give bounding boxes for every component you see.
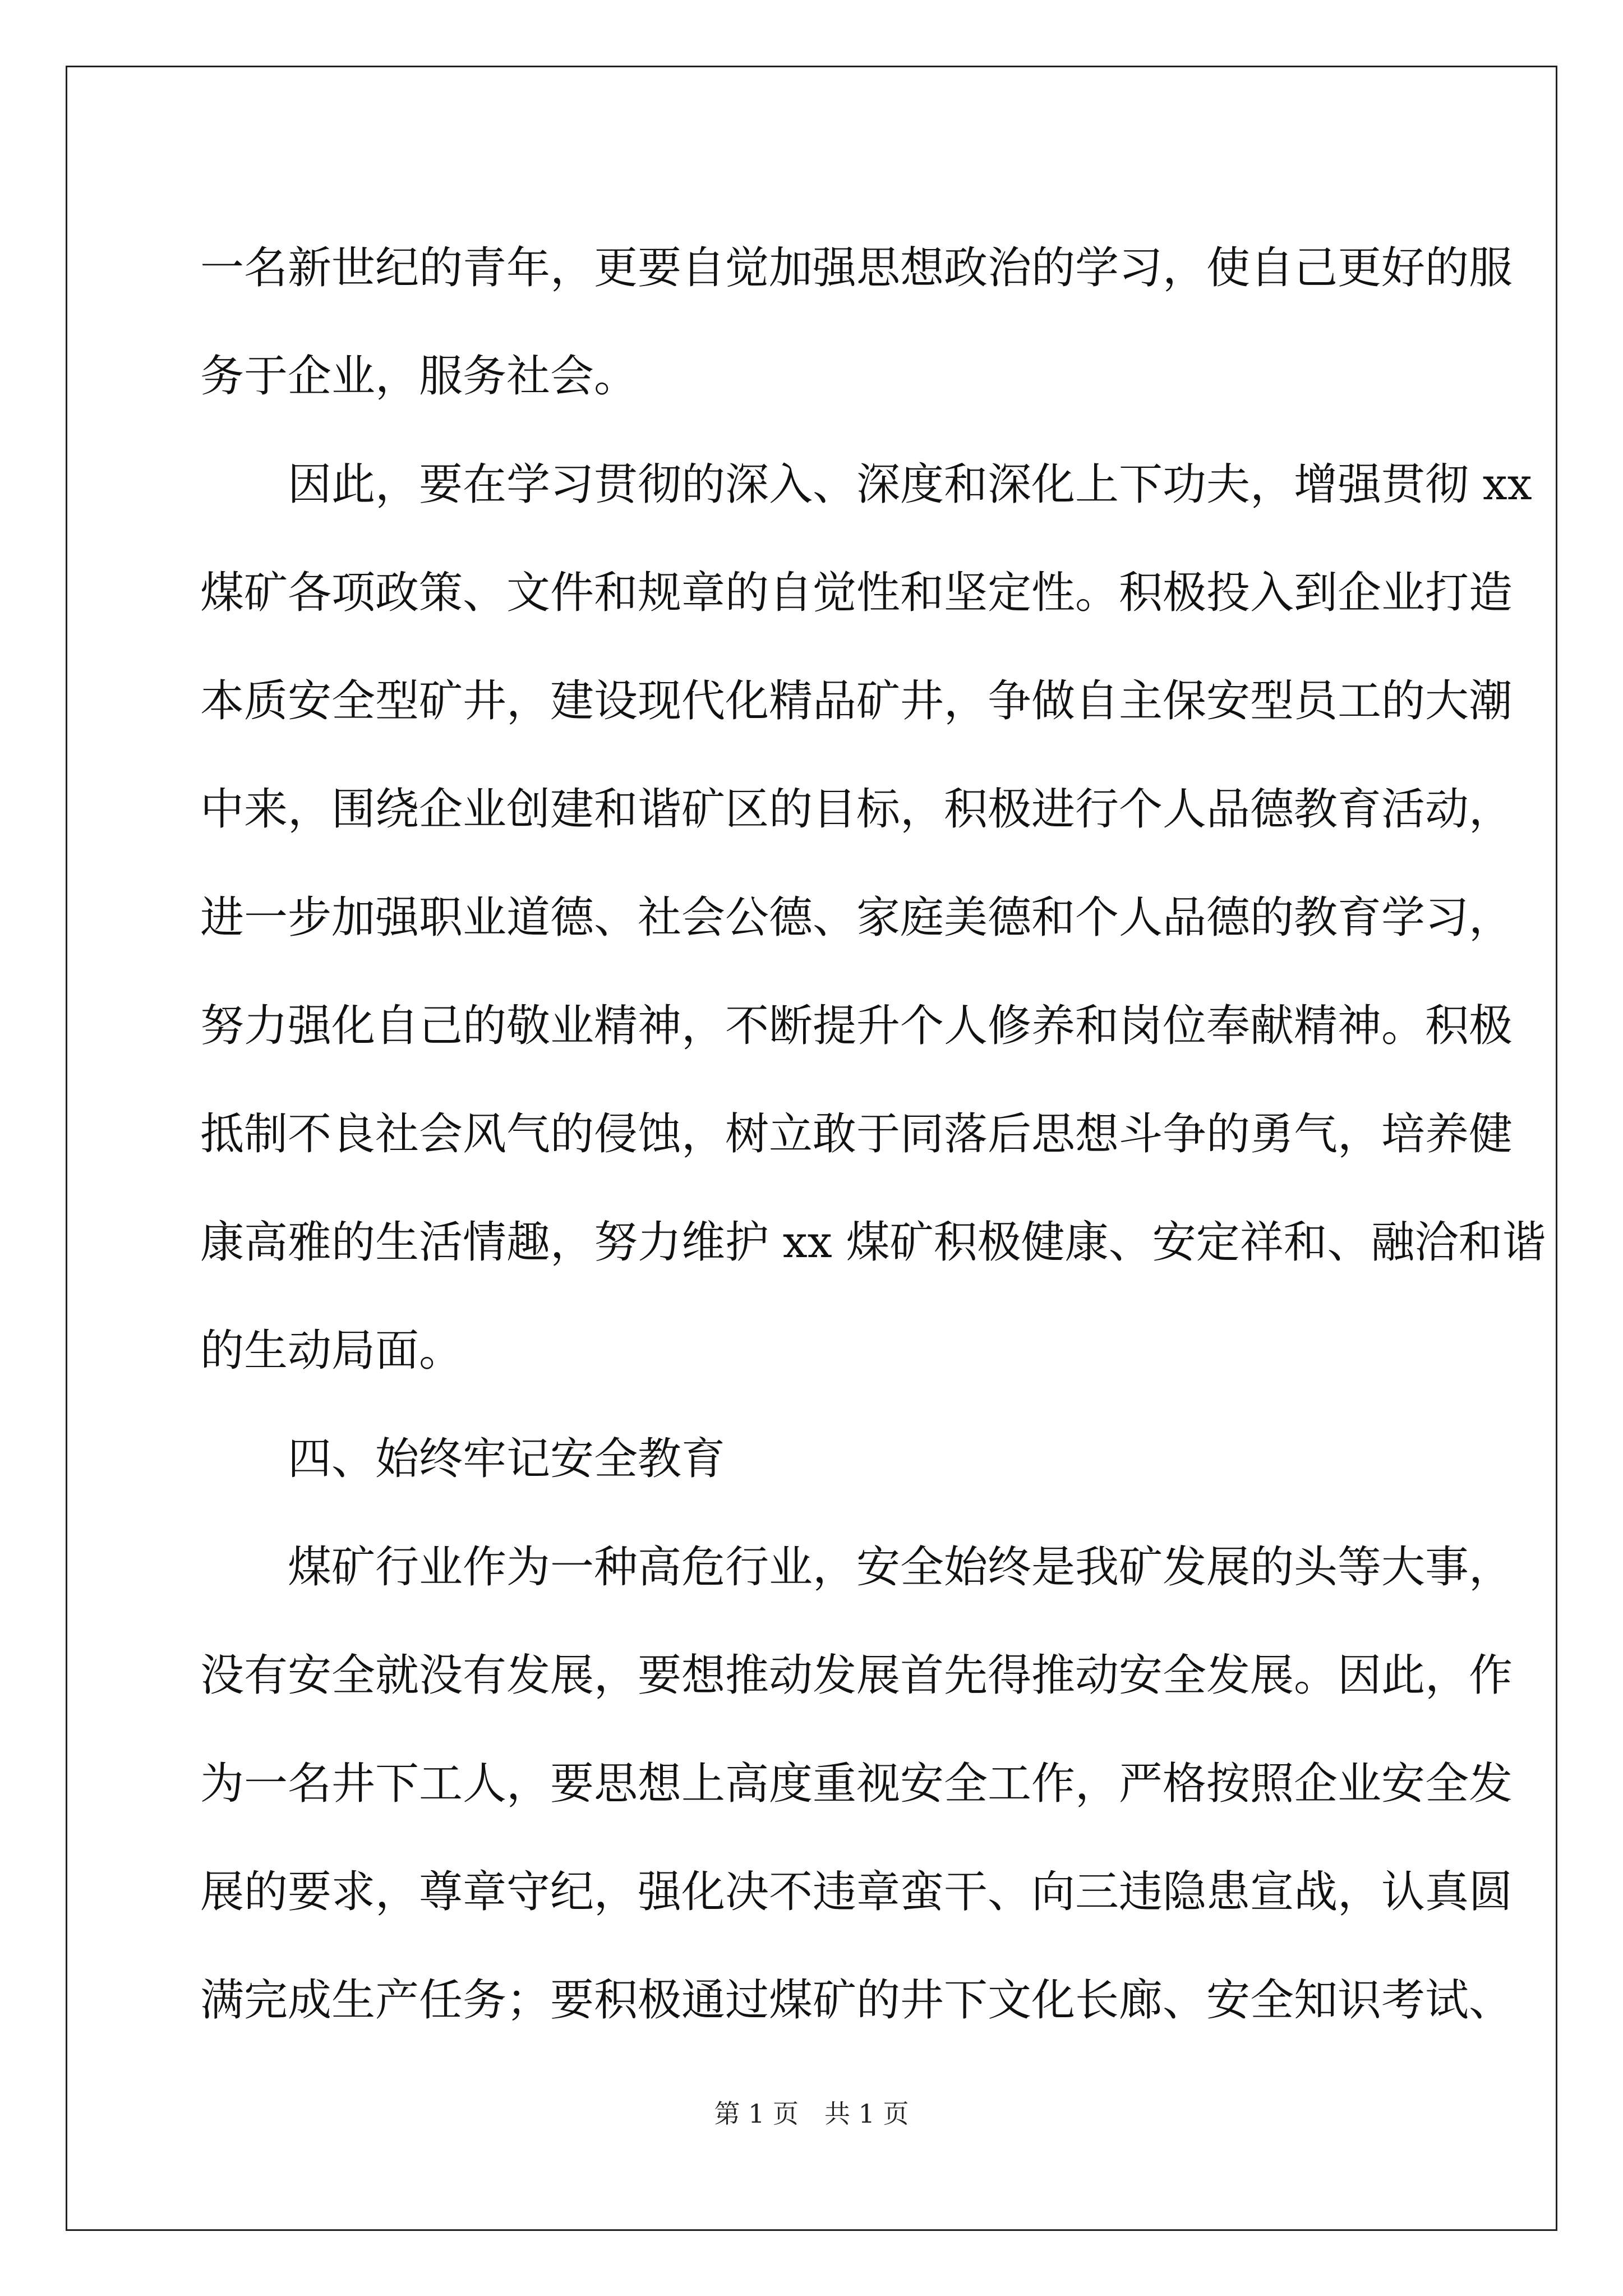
text-line: 康高雅的生活情趣，努力维护 xx 煤矿积极健康、安定祥和、融洽和谐 bbox=[200, 1217, 1546, 1268]
text-line: 展的要求，尊章守纪，强化决不违章蛮干、向三违隐患宣战，认真圆 bbox=[200, 1867, 1513, 1917]
text-line: 抵制不良社会风气的侵蚀，树立敢于同落后思想斗争的勇气，培养健 bbox=[200, 1109, 1513, 1159]
text-line: 的生动局面。 bbox=[200, 1326, 463, 1376]
text-line: 煤矿行业作为一种高危行业，安全始终是我矿发展的头等大事， bbox=[288, 1542, 1513, 1593]
page-total: 共 1 页 bbox=[824, 2099, 909, 2129]
text-line: 本质安全型矿井，建设现代化精品矿井，争做自主保安型员工的大潮 bbox=[200, 676, 1513, 726]
text-line: 煤矿各项政策、文件和规章的自觉性和坚定性。积极投入到企业打造 bbox=[200, 568, 1513, 618]
text-line: 中来，围绕企业创建和谐矿区的目标，积极进行个人品德教育活动， bbox=[200, 784, 1513, 835]
document-body bbox=[200, 214, 1546, 2055]
text-line: 因此，要在学习贯彻的深入、深度和深化上下功夫，增强贯彻 xx bbox=[288, 459, 1532, 510]
text-line: 进一步加强职业道德、社会公德、家庭美德和个人品德的教育学习， bbox=[200, 892, 1513, 943]
page-number: 第 1 页 bbox=[714, 2099, 799, 2129]
text-line: 满完成生产任务；要积极通过煤矿的井下文化长廊、安全知识考试、 bbox=[200, 1975, 1513, 2026]
section-heading: 四、始终牢记安全教育 bbox=[288, 1434, 726, 1484]
text-line: 一名新世纪的青年，更要自觉加强思想政治的学习，使自己更好的服 bbox=[200, 243, 1513, 293]
text-line: 为一名井下工人，要思想上高度重视安全工作，严格按照企业安全发 bbox=[200, 1759, 1513, 1809]
text-line: 没有安全就没有发展，要想推动发展首先得推动安全发展。因此，作 bbox=[200, 1650, 1513, 1701]
page-footer bbox=[0, 2097, 1623, 2131]
text-line: 务于企业，服务社会。 bbox=[200, 351, 638, 402]
text-line: 努力强化自己的敬业精神，不断提升个人修养和岗位奉献精神。积极 bbox=[200, 1001, 1513, 1051]
